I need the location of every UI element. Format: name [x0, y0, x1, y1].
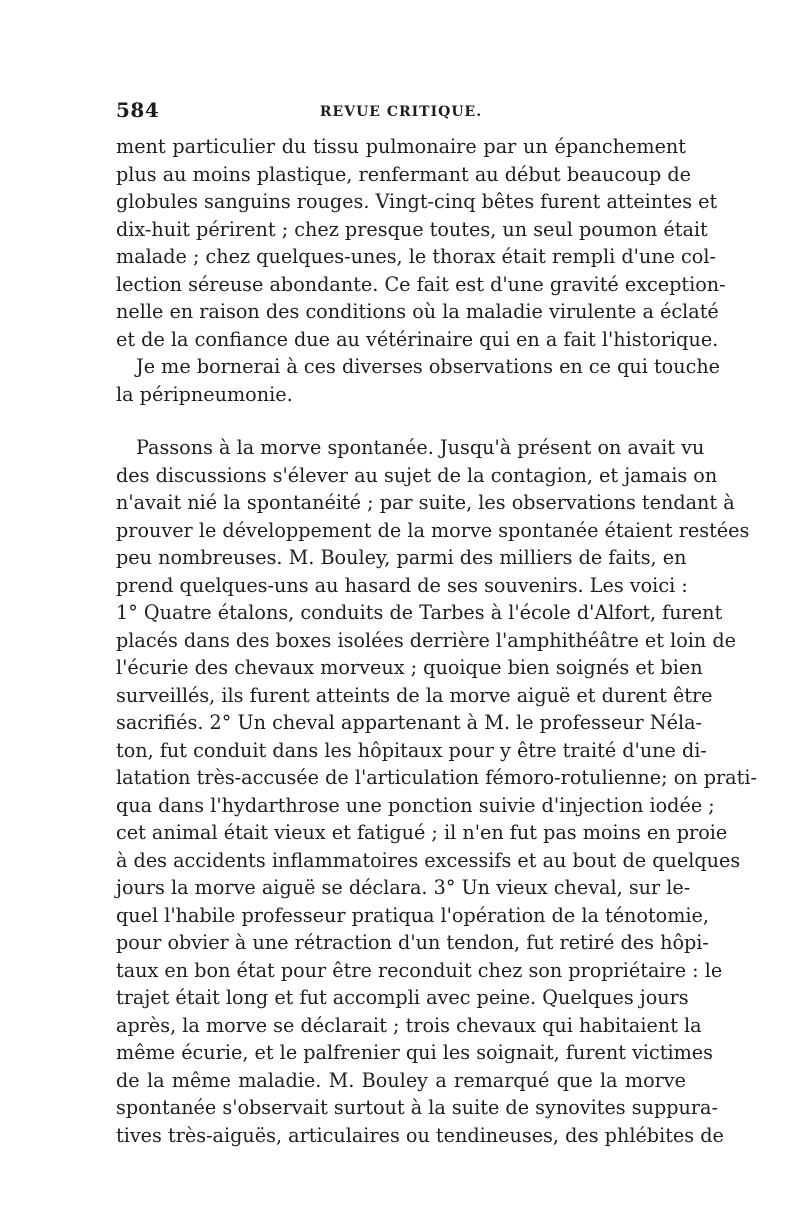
text-line: jours la morve aiguë se déclara. 3° Un vieux cheval, sur le-: [116, 876, 691, 899]
page-header: [116, 98, 686, 126]
text-line: la péripneumonie.: [116, 382, 293, 406]
text-line: Passons à la morve spontanée. Jusqu'à présent on avait vu: [136, 436, 705, 459]
text-line: cet animal était vieux et fatigué ; il n'en fut pas moins en proie: [116, 821, 728, 844]
text-line: ton, fut conduit dans les hôpitaux pour y être traité d'une di-: [116, 738, 707, 762]
text-line: spontanée s'observait surtout à la suite de synovites suppura-: [116, 1096, 718, 1119]
text-line: 1° Quatre étalons, conduits de Tarbes à l'école d'Alfort, furent: [116, 601, 723, 624]
text-line: même écurie, et le palfrenier qui les soignait, furent victimes: [116, 1041, 713, 1064]
text-line: l'écurie des chevaux morveux ; quoique bien soignés et bien: [116, 656, 703, 679]
text-line: placés dans des boxes isolées derrière l'amphithéâtre et loin de: [116, 628, 737, 652]
body-text: [116, 133, 757, 1149]
text-line: et de la confiance due au vétérinaire qui en a fait l'historique.: [116, 327, 719, 351]
text-line: prend quelques-uns au hasard de ses souvenirs. Les voici :: [116, 573, 688, 597]
text-line: lection séreuse abondante. Ce fait est d'une gravité exception-: [116, 272, 726, 296]
paragraph-pleuropneumonia-outbreak: [116, 133, 726, 353]
text-line: à des accidents inflammatoires excessifs et au bout de quelques: [116, 848, 741, 872]
text-line: Je me bornerai à ces diverses observations en ce qui touche: [136, 355, 721, 378]
text-line: quel l'habile professeur pratiqua l'opération de la ténotomie,: [116, 903, 710, 927]
text-line: trajet était long et fut accompli avec peine. Quelques jours: [116, 986, 689, 1009]
text-line: taux en bon état pour être reconduit chez son propriétaire : le: [116, 958, 723, 982]
text-line: prouver le développement de la morve spontanée étaient restées: [116, 518, 750, 542]
text-line: de la même maladie. M. Bouley a remarqué que la morve: [116, 1068, 686, 1092]
text-line: surveillés, ils furent atteints de la morve aiguë et durent être: [116, 683, 713, 707]
text-line: pour obvier à une rétraction d'un tendon, fut retiré des hôpi-: [116, 931, 709, 954]
text-line: malade ; chez quelques-unes, le thorax était rempli d'une col-: [116, 245, 716, 268]
paragraph-spontaneous-glanders: [116, 434, 757, 1149]
text-line: après, la morve se déclarait ; trois chevaux qui habitaient la: [116, 1013, 702, 1037]
text-line: sacrifiés. 2° Un cheval appartenant à M. le professeur Néla-: [116, 711, 703, 734]
text-line: dix-huit périrent ; chez presque toutes, un seul poumon était: [116, 217, 708, 241]
text-line: nelle en raison des conditions où la maladie virulente a éclaté: [116, 300, 719, 323]
text-line: plus au moins plastique, renfermant au début beaucoup de: [116, 162, 691, 186]
text-line: latation très-accusée de l'articulation fémoro-rotulienne; on prati-: [116, 766, 757, 789]
text-line: globules sanguins rouges. Vingt-cinq bêtes furent atteintes et: [116, 190, 718, 213]
text-line: tives très-aiguës, articulaires ou tendineuses, des phlébites de: [116, 1123, 724, 1147]
running-head: REVUE CRITIQUE.: [319, 104, 483, 120]
text-line: des discussions s'élever au sujet de la contagion, et jamais on: [116, 463, 718, 487]
text-line: n'avait nié la spontanéité ; par suite, les observations tendant à: [116, 491, 735, 514]
section-spacer: [116, 408, 686, 434]
text-line: qua dans l'hydarthrose une ponction suivie d'injection iodée ;: [116, 793, 715, 817]
text-line: ment particulier du tissu pulmonaire par un épanchement: [116, 135, 686, 158]
page-number: 584: [116, 98, 160, 122]
paragraph-conclusion-peripneumonia: [116, 353, 721, 408]
text-line: peu nombreuses. M. Bouley, parmi des milliers de faits, en: [116, 546, 687, 569]
